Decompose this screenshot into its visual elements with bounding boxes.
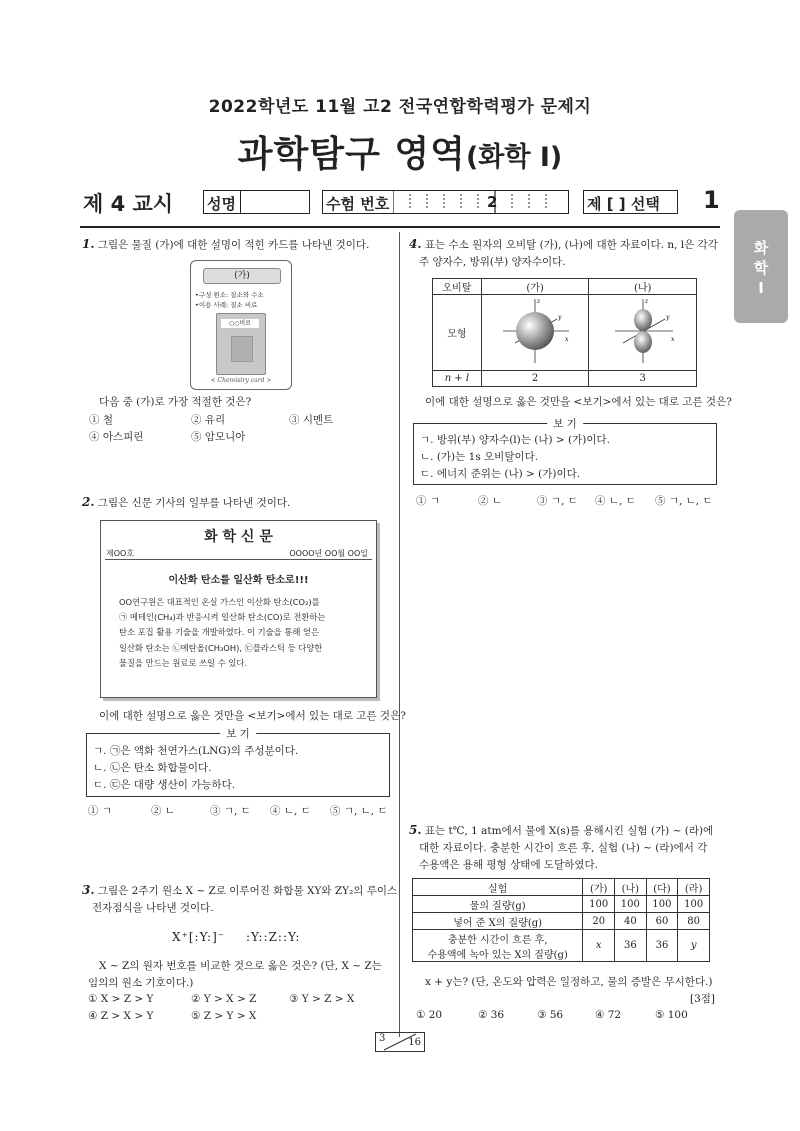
fertilizer-bag-icon: [216, 313, 266, 375]
q4-row-model: 모형: [433, 295, 482, 371]
q5-r3-ga: x: [583, 930, 615, 962]
q5-choice-4[interactable]: ④ 72: [595, 1009, 622, 1021]
q2-choice-2[interactable]: ② ㄴ: [151, 805, 175, 817]
q5-choice-1[interactable]: ① 20: [416, 1009, 443, 1021]
q2-paper-date: OOOO년 OO월 OO일: [289, 549, 368, 558]
q5-r2-ra: 80: [678, 913, 710, 930]
page-number: 1: [703, 186, 720, 214]
q5-r1-da: 100: [646, 896, 678, 913]
q4-bogi-3: ㄷ. 에너지 준위는 (나) > (가)이다.: [420, 468, 581, 480]
q2-choice-3[interactable]: ③ ㄱ, ㄷ: [210, 805, 251, 817]
q5-stem-text3: 수용액은 용해 평형 상태에 도달하였다.: [419, 859, 598, 871]
q2-body-line4: 일산화 탄소는 ㉡메탄올(CH₃OH), ㉢플라스틱 등 다양한: [119, 642, 323, 653]
page-current: 3: [379, 1033, 386, 1044]
q5-th-ra: (라): [678, 879, 710, 896]
q5-number: 5.: [409, 823, 422, 837]
q1-choice-1[interactable]: ① 철: [89, 414, 113, 426]
svg-text:z: z: [644, 298, 648, 305]
q4-bogi-label: 보 기: [547, 416, 583, 431]
q3-question1: X ~ Z의 원자 번호를 비교한 것으로 옳은 것은? (단, X ~ Z는: [99, 960, 382, 972]
q5-r1-ga: 100: [583, 896, 615, 913]
q2-paper-title: 화 학 신 문: [204, 529, 273, 545]
p-orbital-icon: [593, 295, 693, 367]
q1-choice-4[interactable]: ④ 아스피린: [89, 431, 144, 443]
q4-nl-na: 3: [589, 371, 697, 387]
q5-choice-2[interactable]: ② 36: [478, 1009, 505, 1021]
page-total: 16: [408, 1037, 421, 1048]
q2-paper-issue: 제OO호: [106, 549, 135, 558]
q5-r1-ra: 100: [678, 896, 710, 913]
q2-headline: 이산화 탄소를 일산화 탄소로!!!: [168, 575, 309, 586]
q2-choice-4[interactable]: ④ ㄴ, ㄷ: [270, 805, 311, 817]
exam-title: [0, 126, 800, 177]
q3-choice-3[interactable]: ③ Y > Z > X: [289, 993, 355, 1005]
exam-number-grid: [393, 191, 568, 213]
q4-model-ga: [481, 295, 589, 371]
q4-orbital-table: [432, 278, 697, 387]
q1-choice-3[interactable]: ③ 시멘트: [289, 414, 334, 426]
q5-th-da: (다): [646, 879, 678, 896]
exam-number-label: 수험 번호: [326, 195, 390, 213]
exam-title-sub: (화학 Ⅰ): [465, 142, 563, 173]
q5-r3-label: [413, 930, 583, 962]
q3-choice-4[interactable]: ④ Z > X > Y: [88, 1010, 154, 1022]
q4-question: 이에 대한 설명으로 옳은 것만을 <보기>에서 있는 대로 고른 것은?: [425, 396, 732, 408]
q4-nl-ga: 2: [481, 371, 589, 387]
q4-choice-4[interactable]: ④ ㄴ, ㄷ: [595, 495, 636, 507]
subject-tab-line1: 화: [753, 239, 769, 257]
header-rule: [80, 226, 720, 228]
q3-stem-text2: 전자점식을 나타낸 것이다.: [92, 902, 214, 914]
q2-choice-1[interactable]: ① ㄱ: [88, 805, 112, 817]
q4-stem: [409, 236, 718, 254]
exam-title-main: 과학탐구 영역: [237, 134, 466, 175]
q5-th-exp: 실험: [413, 879, 583, 896]
q1-card-line2: •이용 사례: 질소 비료: [195, 301, 258, 309]
q1-card-title: (가): [203, 268, 281, 284]
q5-r2-label: 넣어 준 X의 질량(g): [413, 913, 583, 930]
q1-stem: [82, 236, 369, 254]
selection-label: 제 [ ] 선택: [587, 195, 660, 213]
svg-text:x: x: [565, 336, 569, 343]
q1-stem-text: 그림은 물질 (가)에 대한 설명이 적힌 카드를 나타낸 것이다.: [97, 239, 370, 251]
selection-field[interactable]: [583, 190, 678, 214]
q2-question: 이에 대한 설명으로 옳은 것만을 <보기>에서 있는 대로 고른 것은?: [99, 710, 406, 722]
q4-choice-3[interactable]: ③ ㄱ, ㄷ: [537, 495, 578, 507]
q1-number: 1.: [82, 237, 95, 251]
q4-bogi-2: ㄴ. (가)는 1s 오비탈이다.: [420, 451, 539, 463]
q5-r1-na: 100: [615, 896, 647, 913]
column-divider: [399, 232, 400, 1037]
q4-model-na: [589, 295, 697, 371]
q3-question2: 임의의 원소 기호이다.): [88, 977, 194, 989]
q4-choice-2[interactable]: ② ㄴ: [478, 495, 502, 507]
session-label: 제 4 교시: [83, 192, 174, 216]
q5-r2-na: 40: [615, 913, 647, 930]
q5-stem: [409, 822, 713, 840]
q5-r2-ga: 20: [583, 913, 615, 930]
q5-r3-na: 36: [615, 930, 647, 962]
q4-th-ga: (가): [481, 279, 589, 295]
q5-th-ga: (가): [583, 879, 615, 896]
exam-subtitle: 2022학년도 11월 고2 전국연합학력평가 문제지: [208, 97, 592, 117]
exam-number-field[interactable]: [322, 190, 569, 214]
q2-body-line5: 물질을 만드는 원료로 쓰일 수 있다.: [119, 657, 248, 668]
q5-choice-5[interactable]: ⑤ 100: [655, 1009, 688, 1021]
q2-bogi-box: [86, 728, 390, 797]
q2-choice-5[interactable]: ⑤ ㄱ, ㄴ, ㄷ: [330, 805, 388, 817]
q1-question: 다음 중 (가)로 가장 적절한 것은?: [99, 396, 252, 408]
exam-number-digit: 2: [487, 193, 498, 211]
q4-stem-text2: 주 양자수, 방위(부) 양자수이다.: [419, 256, 566, 268]
q1-choice-2[interactable]: ② 유리: [191, 414, 226, 426]
q5-r2-da: 60: [646, 913, 678, 930]
q5-solubility-table: [412, 878, 710, 962]
subject-tab-line2: 학: [753, 259, 769, 277]
q3-choice-2[interactable]: ② Y > X > Z: [191, 993, 257, 1005]
q3-choice-1[interactable]: ① X > Z > Y: [88, 993, 154, 1005]
q4-bogi-box: [413, 418, 717, 485]
q5-r3-ra: y: [678, 930, 710, 962]
q5-points: [3점]: [690, 993, 716, 1005]
q4-th-na: (나): [589, 279, 697, 295]
svg-text:y: y: [665, 314, 670, 321]
q4-bogi-1: ㄱ. 방위(부) 양자수(l)는 (나) > (가)이다.: [420, 434, 611, 446]
q4-row-nl: n + l: [433, 371, 482, 387]
q2-stem: [82, 494, 290, 512]
s-orbital-icon: [485, 295, 585, 367]
q5-r1-label: 물의 질량(g): [413, 896, 583, 913]
page-indicator: [375, 1032, 425, 1052]
q3-choice-5[interactable]: ⑤ Z > Y > X: [191, 1010, 257, 1022]
q1-card: [190, 260, 292, 390]
q5-choice-3[interactable]: ③ 56: [537, 1009, 564, 1021]
q2-newspaper: [100, 520, 377, 698]
q5-r3-label-line2: 수용액에 녹아 있는 X의 질량(g): [427, 949, 568, 961]
q4-number: 4.: [409, 237, 422, 251]
q2-bogi-3: ㄷ. ㉢은 대량 생산이 가능하다.: [93, 779, 236, 791]
q3-lewis-zy2: :Y::Z::Y:: [246, 930, 301, 944]
q2-bogi-label: 보 기: [220, 726, 256, 741]
q3-stem-text1: 그림은 2주기 원소 X ~ Z로 이루어진 화합물 XY와 ZY₂의 루이스: [97, 885, 398, 897]
q4-th-orbital: 오비탈: [433, 279, 482, 295]
svg-text:y: y: [558, 314, 562, 321]
q4-choice-1[interactable]: ① ㄱ: [416, 495, 440, 507]
subject-tab: [734, 210, 788, 323]
q2-body-line2: ㉠ 메테인(CH₄)과 반응시켜 일산화 탄소(CO)로 전환하는: [119, 612, 326, 623]
q1-card-line1: •구성 원소: 질소와 수소: [195, 291, 264, 299]
q4-choice-5[interactable]: ⑤ ㄱ, ㄴ, ㄷ: [655, 495, 713, 507]
svg-text:z: z: [537, 298, 541, 305]
q2-bogi-2: ㄴ. ㉡은 탄소 화합물이다.: [93, 762, 212, 774]
svg-text:x: x: [670, 336, 675, 343]
q3-number: 3.: [82, 883, 95, 897]
q5-r3-da: 36: [646, 930, 678, 962]
q2-number: 2.: [82, 495, 95, 509]
q5-question: x + y는? (단, 온도와 압력은 일정하고, 물의 증발은 무시한다.): [425, 976, 713, 988]
q2-body-line3: 탄소 포집 활용 기술을 개발하였다. 이 기술을 통해 얻은: [119, 627, 320, 638]
q1-card-footer: < Chemistry card >: [210, 377, 272, 384]
name-label: 성명: [207, 195, 236, 213]
q5-stem-text1: 표는 t℃, 1 atm에서 물에 X(s)를 용해시킨 실험 (가) ~ (라)에: [424, 825, 714, 837]
q2-article-body: [119, 595, 325, 671]
q2-bogi-1: ㄱ. ㉠은 액화 천연가스(LNG)의 주성분이다.: [93, 745, 299, 757]
q1-card-bag-label: ○○비료: [221, 319, 259, 328]
q4-stem-text1: 표는 수소 원자의 오비탈 (가), (나)에 대한 자료이다. n, l은 각각: [424, 239, 718, 251]
q1-choice-5[interactable]: ⑤ 암모니아: [191, 431, 246, 443]
q3-stem: [82, 882, 397, 900]
q2-stem-text: 그림은 신문 기사의 일부를 나타낸 것이다.: [97, 497, 291, 509]
q5-stem-text2: 대한 자료이다. 충분한 시간이 흐른 후, 실험 (나) ~ (라)에서 각: [419, 842, 708, 854]
subject-tab-line3: Ⅰ: [758, 279, 764, 297]
q2-body-line1: OO연구원은 대표적인 온실 가스인 이산화 탄소(CO₂)를: [119, 597, 320, 607]
q5-r3-label-line1: 충분한 시간이 흐른 후,: [447, 934, 548, 946]
name-field[interactable]: [203, 190, 310, 214]
q5-th-na: (나): [615, 879, 647, 896]
q3-lewis-xy: X⁺[:Y:]⁻: [172, 930, 226, 944]
